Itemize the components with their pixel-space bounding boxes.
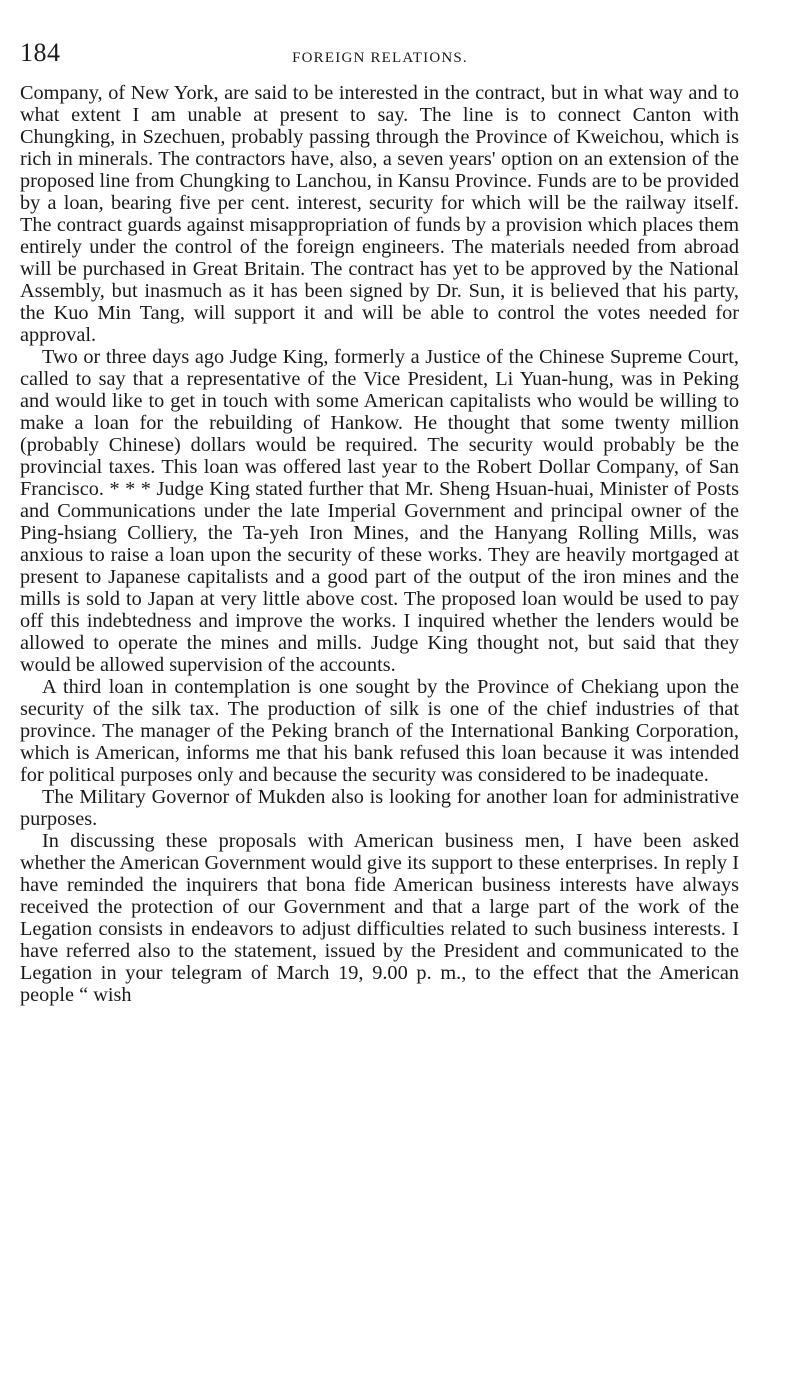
paragraph-chekiang-loan: A third loan in contemplation is one sought by the Province of Chekiang upon the security of the silk tax. The production of silk is one of the chief industries of that province. The manager of the Peking branch of the International Banking Corporation, which is American, informs me that his bank refused this loan because it was intended for political purposes only and because the security was considered to be inadequate. [20,676,739,786]
running-title: FOREIGN RELATIONS. [292,50,468,66]
page-number: 184 [20,38,61,67]
paragraph-continuation: Company, of New York, are said to be interested in the contract, but in what way and to what extent I am unable at present to say. The line is to connect Canton with Chungking, in Szechuen, probably passing through the Province of Kweichou, which is rich in minerals. The contractors have, also, a seven years' option on an extension of the proposed line from Chungking to Lanchou, in Kansu Province. Funds are to be provided by a loan, bearing five per cent. interest, security for which will be the railway itself. The contract guards against misappropriation of funds by a provision which places them entirely under the control of the foreign engineers. The materials needed from abroad will be purchased in Great Britain. The contract has yet to be approved by the National Assembly, but inasmuch as it has been signed by Dr. Sun, it is believed that his party, the Kuo Min Tang, will support it and will be able to control the votes needed for approval. [20,82,739,346]
paragraph-hankow-loan: Two or three days ago Judge King, formerly a Justice of the Chinese Supreme Court, called to say that a representative of the Vice President, Li Yuan-hung, was in Peking and would like to get in touch with some American capitalists who would be willing to make a loan for the rebuilding of Hankow. He thought that some twenty million (probably Chinese) dollars would be required. The security would probably be the provincial taxes. This loan was offered last year to the Robert Dollar Company, of San Francisco. * * * Judge King stated further that Mr. Sheng Hsuan-huai, Minister of Posts and Communications under the late Imperial Government and principal owner of the Ping-hsiang Colliery, the Ta-yeh Iron Mines, and the Hanyang Rolling Mills, was anxious to raise a loan upon the security of these works. They are heavily mortgaged at present to Japanese capitalists and a good part of the output of the iron mines and the mills is sold to Japan at very little above cost. The proposed loan would be used to pay off this indebtedness and improve the works. I inquired whether the lenders would be allowed to operate the mines and mills. Judge King thought not, but said that they would be allowed supervision of the accounts. [20,346,739,676]
paragraph-government-support: In discussing these proposals with American business men, I have been asked whether the American Government would give its support to these enterprises. In reply I have reminded the inquirers that bona fide American business interests have always received the protection of our Government and that a large part of the work of the Legation consists in endeavors to adjust difficulties related to such business interests. I have referred also to the statement, issued by the President and communicated to the Legation in your telegram of March 19, 9.00 p. m., to the effect that the American people “ wish [20,830,739,1006]
paragraph-mukden-loan: The Military Governor of Mukden also is looking for another loan for administrative purposes. [20,786,739,830]
running-head [20,38,740,68]
body-text [20,82,739,1006]
